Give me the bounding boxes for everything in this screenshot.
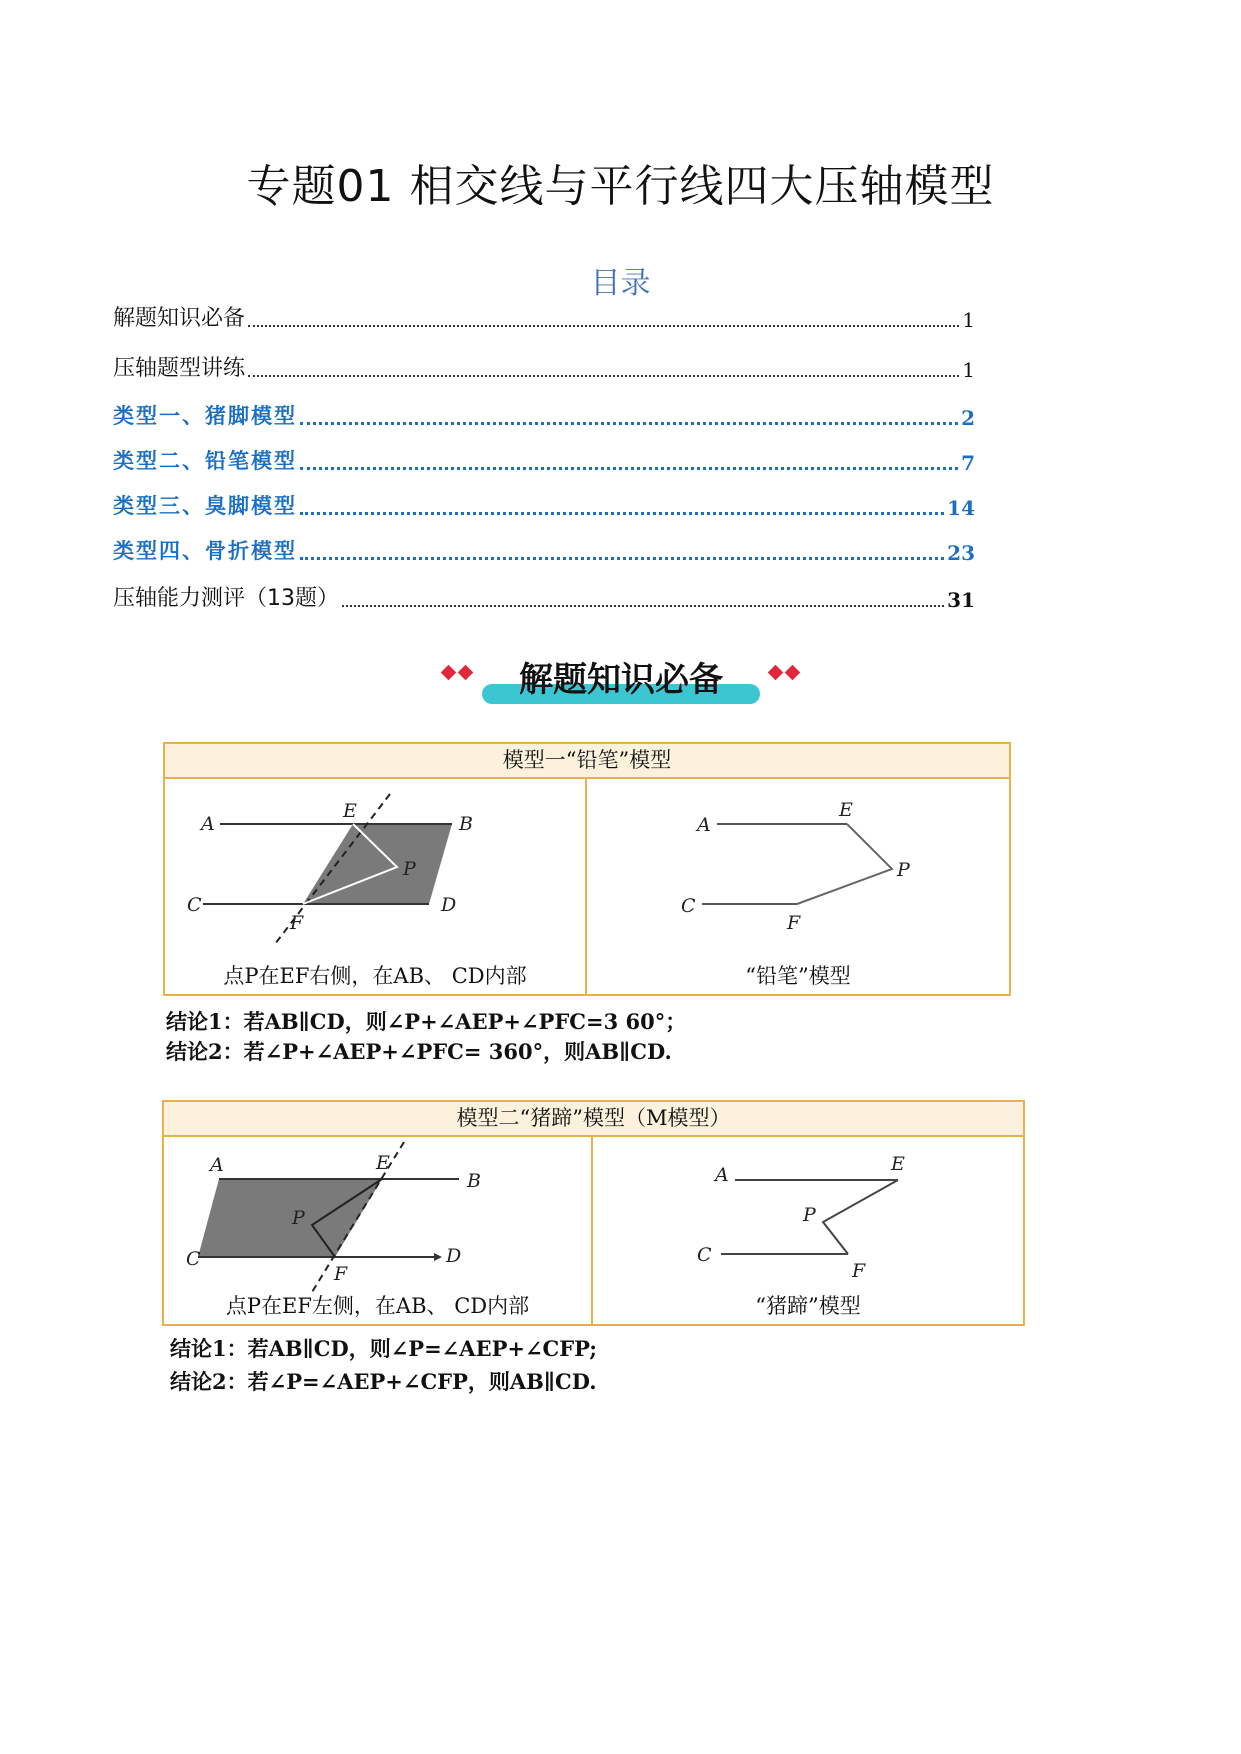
conclusion-2: 结论2：若∠P+∠AEP+∠PFC= 360°，则AB∥CD. [166,1039,672,1064]
model-figure-left [164,1137,591,1324]
toc-dot-leader [300,421,958,425]
toc-item-page: 14 [947,496,975,520]
model-figure-left [165,779,585,994]
toc-item-page: 23 [947,541,975,565]
toc-dot-leader [300,466,958,470]
model-figure-right [585,779,1009,994]
toc-item-page: 7 [961,451,975,475]
point-label: C [186,1248,201,1270]
section-banner [430,650,810,710]
point-label: A [697,814,711,836]
point-label: D [441,894,457,916]
toc-item-label: 类型三、臭脚模型 [113,493,297,518]
toc-item[interactable] [113,352,975,382]
toc-dot-leader [300,511,944,515]
figure-caption: 点P在EF左侧，在AB、 CD内部 [225,1294,530,1318]
toc-item-label: 类型一、猪脚模型 [113,403,297,428]
point-label: F [290,912,304,934]
figure-caption: 点P在EF右侧，在AB、 CD内部 [223,964,527,988]
toc-item[interactable] [113,400,975,430]
point-label: P [803,1204,816,1226]
toc-item[interactable] [113,445,975,475]
model-table-pencil [163,742,1011,996]
toc-item-label: 压轴能力测评（13题） [113,586,339,611]
toc-item-label: 类型四、骨折模型 [113,538,297,563]
toc-item[interactable] [113,582,975,612]
banner-title: 解题知识必备 [519,660,723,700]
model-header: 模型一“铅笔”模型 [165,744,1009,779]
shaded-region [198,1179,382,1257]
point-label: E [839,799,853,821]
point-label: E [891,1153,905,1175]
point-label: B [459,813,473,835]
toc-item-page: 1 [962,308,975,332]
toc-item[interactable] [113,302,975,332]
toc-dot-leader [248,374,959,377]
point-label: F [787,912,801,934]
point-label: B [467,1170,481,1192]
hoof-figure-left [164,1137,591,1292]
toc-dot-leader [342,604,944,607]
point-label: C [697,1244,712,1266]
point-label: A [210,1154,224,1176]
model-table-hoof [162,1100,1025,1326]
conclusion-1: 结论1：若AB∥CD，则∠P=∠AEP+∠CFP; [170,1336,597,1361]
toc-item-label: 类型二、铅笔模型 [113,448,297,473]
toc-heading: 目录 [590,266,651,301]
point-label: F [334,1263,348,1285]
point-label: A [715,1164,729,1186]
point-label: C [681,895,696,917]
figure-caption: “猪蹄”模型 [755,1294,861,1318]
toc-item-page: 1 [962,358,975,382]
toc-item-page: 31 [947,588,975,612]
toc-dot-leader [248,324,959,327]
point-label: P [897,859,910,881]
toc-item-label: 解题知识必备 [113,306,246,331]
conclusion-2: 结论2：若∠P=∠AEP+∠CFP，则AB∥CD. [170,1369,597,1394]
pencil-figure-right [587,779,1009,959]
figure-caption: “铅笔”模型 [745,964,851,988]
toc-item[interactable] [113,490,975,520]
point-label: A [201,813,215,835]
conclusion-1: 结论1：若AB∥CD，则∠P+∠AEP+∠PFC=3 60°； [166,1009,687,1034]
page-title: 专题01 相交线与平行线四大压轴模型 [246,161,995,212]
point-label: F [852,1260,866,1282]
point-label: P [292,1207,305,1229]
point-label: P [403,858,416,880]
toc-item-label: 压轴题型讲练 [113,356,246,381]
shaded-region [303,824,452,904]
toc-dot-leader [300,556,944,560]
point-label: D [446,1245,462,1267]
point-label: C [187,894,202,916]
toc-item-page: 2 [961,406,975,430]
hoof-figure-right [593,1137,1023,1292]
model-figure-right [591,1137,1023,1324]
point-label: E [376,1152,390,1174]
model-header: 模型二“猪蹄”模型（M模型） [164,1102,1023,1137]
point-label: E [343,800,357,822]
pencil-figure-left [165,779,585,959]
toc-item[interactable] [113,535,975,565]
